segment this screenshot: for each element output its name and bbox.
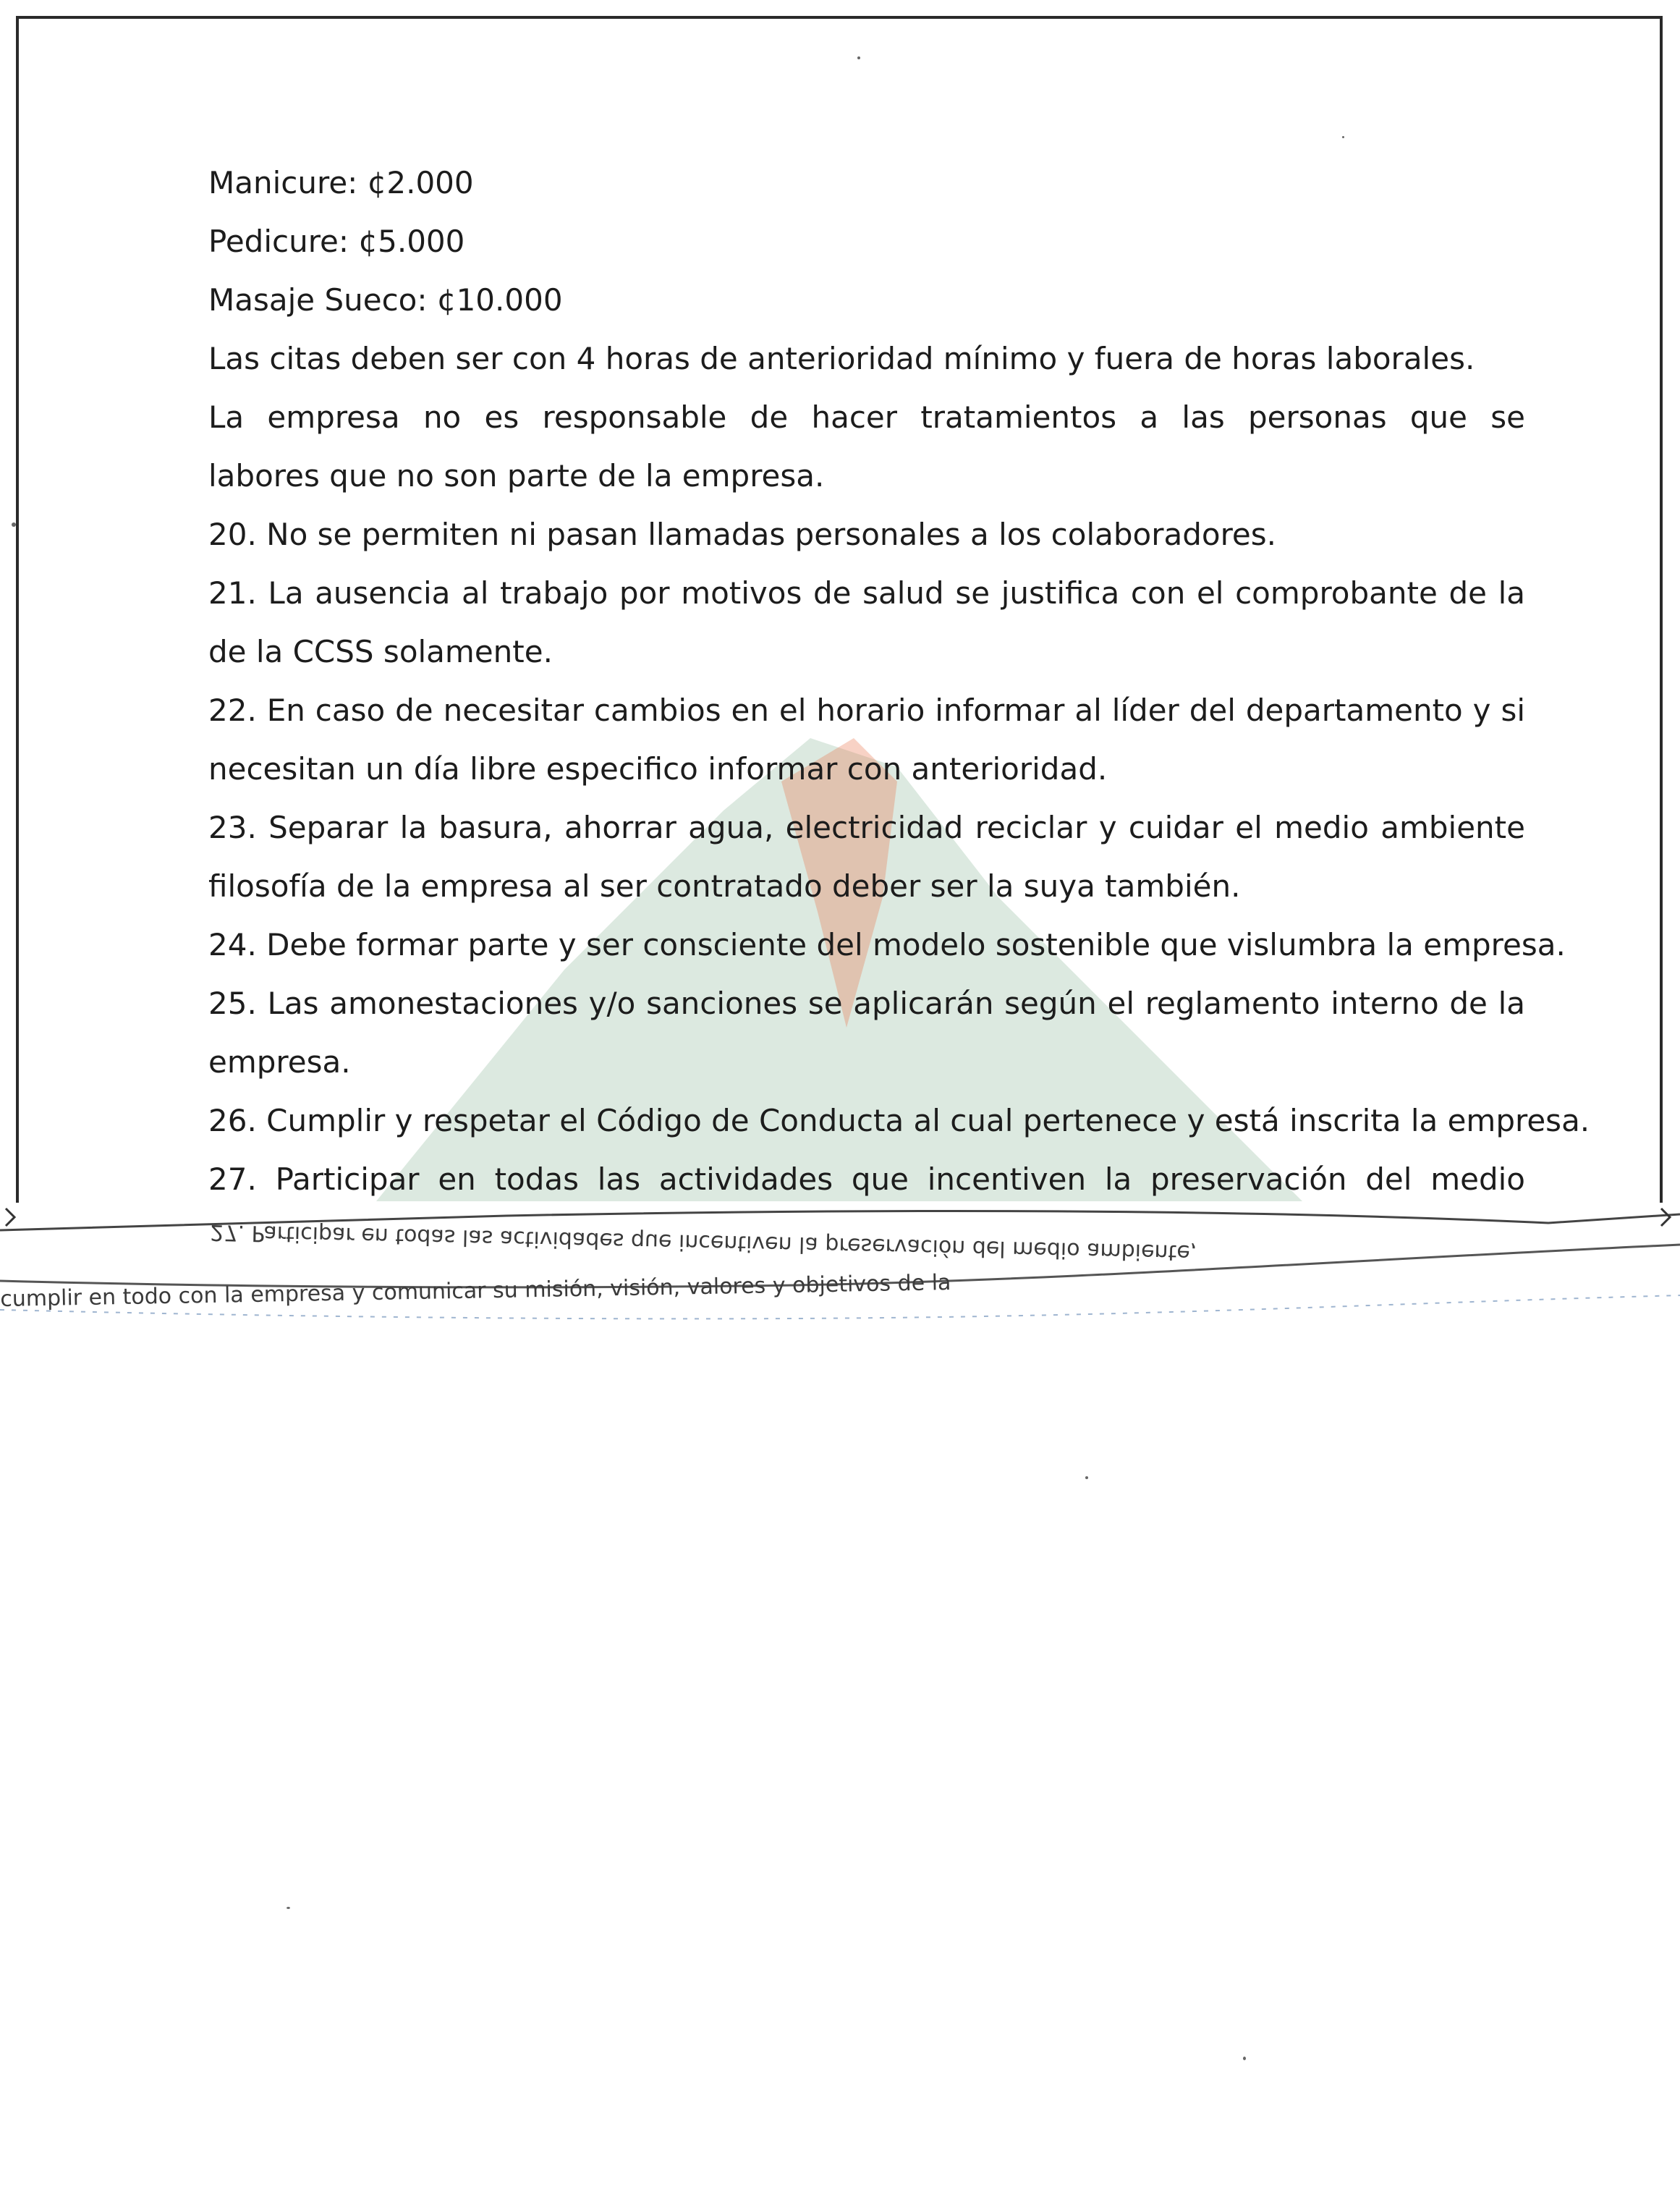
rule-22-line-2: necesitan un día libre especifico informar con anterioridad.	[208, 751, 1108, 787]
scan-speck	[1342, 136, 1344, 138]
rule-responsabilidad-line-1: La empresa no es responsable de hacer tratamientos a las personas que se	[208, 399, 1525, 435]
rule-20: 20. No se permiten ni pasan llamadas personales a los colaboradores.	[208, 517, 1277, 552]
rule-25-line-2: empresa.	[208, 1044, 351, 1080]
rule-21-line-1: 21. La ausencia al trabajo por motivos de salud se justifica con el comprobante de la	[208, 575, 1525, 611]
fold-curve	[0, 1194, 1680, 1339]
scan-speck	[857, 56, 860, 59]
scan-speck	[12, 522, 16, 527]
rule-23-line-1: 23. Separar la basura, ahorrar agua, electricidad reciclar y cuidar el medio ambiente	[208, 810, 1525, 845]
scan-speck	[287, 1907, 290, 1909]
rule-25-line-1: 25. Las amonestaciones y/o sanciones se aplicarán según el reglamento interno de la	[208, 986, 1525, 1021]
rule-23-line-2: filosofía de la empresa al ser contratado deber ser la suya también.	[208, 868, 1241, 904]
document-body	[208, 153, 1590, 1208]
scan-speck	[1085, 1476, 1088, 1479]
rule-22-line-1: 22. En caso de necesitar cambios en el horario informar al líder del departamento y si	[208, 693, 1525, 728]
price-masaje-sueco: Masaje Sueco: ¢10.000	[208, 282, 563, 318]
fold-mirrored-line: 27. Participar en todas las actividades que incentiven la preservación del medio ambiente,	[210, 1219, 1197, 1266]
rule-24: 24. Debe formar parte y ser consciente del modelo sostenible que vislumbra la empresa.	[208, 927, 1566, 962]
scan-speck	[1243, 2057, 1246, 2060]
folded-page-edge	[0, 1194, 1680, 1339]
fold-bleed-line: cumplir en todo con la empresa y comunicar su misión, visión, valores y objetivos de la	[0, 1270, 951, 1312]
price-pedicure: Pedicure: ¢5.000	[208, 224, 465, 259]
price-manicure: Manicure: ¢2.000	[208, 165, 474, 200]
rule-27-line-1: 27. Participar en todas las actividades que incentiven la preservación del medio	[208, 1161, 1525, 1197]
rule-26: 26. Cumplir y respetar el Código de Conducta al cual pertenece y está inscrita la empresa.	[208, 1103, 1590, 1138]
rule-21-line-2: de la CCSS solamente.	[208, 634, 553, 669]
rule-citas: Las citas deben ser con 4 horas de anterioridad mínimo y fuera de horas laborales.	[208, 341, 1475, 376]
rule-responsabilidad-line-2: labores que no son parte de la empresa.	[208, 458, 825, 494]
